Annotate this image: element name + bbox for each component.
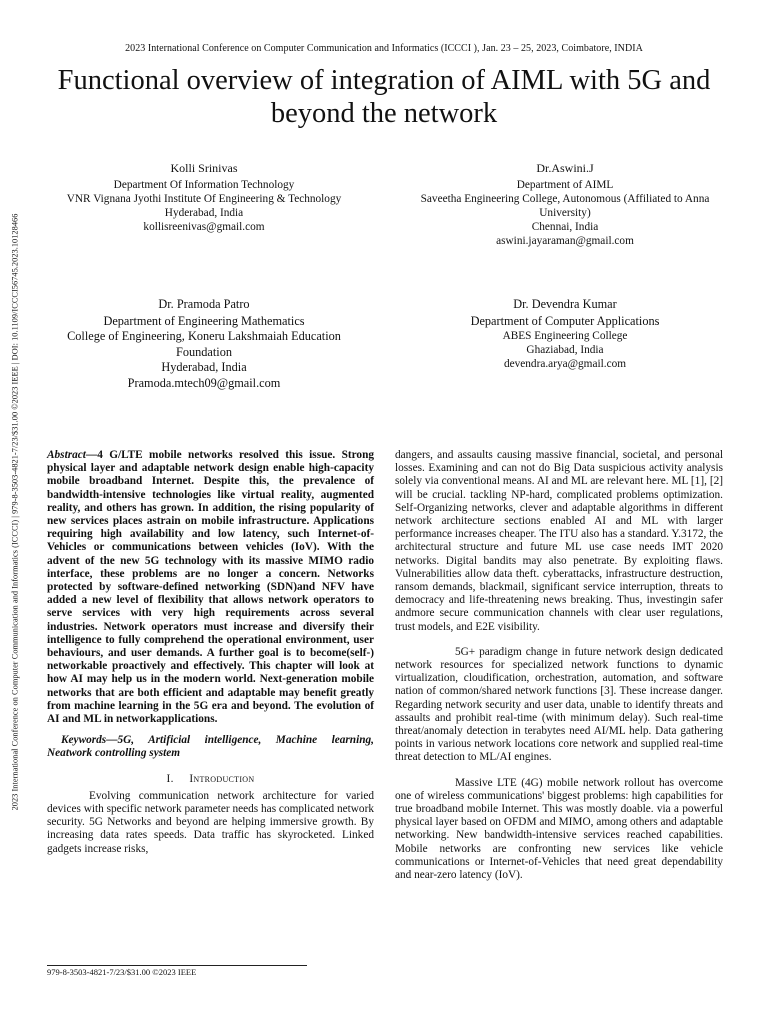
abstract: [47, 449, 374, 726]
author-block-1: [60, 161, 348, 234]
author-email: devendra.arya@gmail.com: [503, 358, 627, 370]
author-name: Dr. Pramoda Patro: [158, 297, 250, 311]
author-department: Department of Computer Applications: [470, 313, 660, 328]
body-paragraph-1: dangers, and assaults causing massive financial, societal, and personal losses. Examining and can not do Big Data suspicious activity analysis solely via conventional means. AI and ML are relevant here. ML [1], [2] will be crucial. tackling NP-hard, complicated problems optimization. Self-Organizing networks, clever and adaptable algorithms in different network architecture sections enabled AI and ML with larger performance increases cheaper. The ITU also has a standard. Y.3172, the architectural structure and future ML use case needs IMT 2020 networks. Digital bandits may also penetrate. By exploiting flaws. Vulnerabilities allow data theft. cyberattacks, infrastructure destruction, ransom demands, blackmail, significant service interruption, threats to democracy and life-threatening news breaking. Thus, investingin safer andmore secure communication channels with clear user regulations, trust models, and E2E visibility.: [395, 449, 723, 633]
conference-header: 2023 International Conference on Computer Communication and Informatics (ICCCI ), Jan. 23 – 25, 2023, Coimbatore, INDIA: [125, 43, 643, 54]
author-institution: ABES Engineering College: [502, 330, 628, 342]
author-email: Pramoda.mtech09@gmail.com: [127, 375, 281, 390]
author-department: Department of Engineering Mathematics: [103, 313, 305, 328]
footnote-copyright: 979-8-3503-4821-7/23/$31.00 ©2023 IEEE: [47, 967, 197, 977]
body-paragraph-3: Massive LTE (4G) mobile network rollout has overcome one of wireless communications' biggest problems: high capabilities for true broadband mobile Internet. This was mostly doable. via a powerful physical layer based on OFDM and MIMO, among others and adaptable networking. New bandwidth-intensive services reached capabilities. Mobile networks are confronting new services like vehicle communications or Internet-of-Vehicles that need great dependability and near-zero latency (IoV).: [395, 776, 723, 882]
doi-sidebar: [0, 162, 30, 862]
author-block-4: [410, 297, 720, 371]
footnote-rule: [47, 965, 307, 966]
left-column: [47, 449, 374, 856]
author-email: kollisreenivas@gmail.com: [143, 221, 265, 233]
author-location: Ghaziabad, India: [526, 344, 604, 356]
paper-title: Functional overview of integration of AIML with 5G and beyond the network: [57, 65, 711, 129]
author-location: Hyderabad, India: [161, 360, 247, 374]
right-column: [395, 449, 723, 882]
abstract-text: —4 G/LTE mobile networks resolved this issue. Strong physical layer and adaptable network design enable high-capacity mobile broadband Internet. Despite this, the prevalence of bandwidth-intensive technologies like virtual reality, augmented reality, and others has grown. In addition, the rising popularity of new services places astrain on mobile infrastructure. Applications requiring high availability and low latency, such Internet-of-Vehicles or communications between vehicles (IoV). With the advent of the new 5G technology with its massive MIMO radio interface, these problems are no longer a concern. Networks protected by software-defined networking (SDN)and NFV have added a new level of flexibility that allows network operators to serve services with very high requirements across several industries. Network operators must increase and diversify their intelligence to fully comprehend the operational environment, user behaviours, and user demands. A further goal is to become(self-) networkable proactively and effectively. This chapter will look at how AI may help us in the modern world. Next-generation mobile networks that are both efficient and adaptable may benefit greatly from machine learning in the 5G era and beyond. The evolution of AI and ML in networkapplications.: [47, 449, 374, 726]
doi-sidebar-text: 2023 International Conference on Computer Communication and Informatics (ICCCI) | 979-8-3503-4821-7/23/$31.00 ©2023 IEEE | DOI: 10.1109/ICCCI56745.2023.10128466: [10, 213, 20, 811]
author-email: aswini.jayaraman@gmail.com: [496, 235, 634, 247]
section-heading: [47, 773, 374, 786]
keywords: Keywords—5G, Artificial intelligence, Machine learning, Neatwork controlling system: [47, 734, 374, 760]
author-department: Department Of Information Technology: [113, 179, 295, 191]
author-name: Dr. Devendra Kumar: [513, 297, 617, 311]
abstract-lead: Abstract: [47, 449, 86, 461]
author-name: Dr.Aswini.J: [536, 161, 594, 175]
body-paragraph-2: 5G+ paradigm change in future network design dedicated network resources for specialized network functions to dynamic virtualization, cloudification, orchestration, automation, and software nation of common/shared network functions [3]. These increase danger. Regarding network security and user data, unable to identify threats and assaults and prohibit real-time (with minimum delay). Such real-time threat/anomaly detection in terabytes need AI/ML help. Data gathering points in various network locations core network and supplied real-time threat detection to ML/AI engines.: [395, 645, 723, 764]
section-title-first: I: [189, 772, 194, 785]
author-block-2: [410, 161, 720, 248]
intro-paragraph: Evolving communication network architecture for varied devices with specific network parameter needs has complicated network security. 5G Networks and beyond are helping immersive growth. By increasing data rates speeds. Data traffic has skyrocketed. Linked gadgets increase risks,: [47, 789, 374, 855]
author-name: Kolli Srinivas: [170, 161, 238, 175]
section-number: I.: [166, 772, 174, 785]
author-institution: VNR Vignana Jyothi Institute Of Engineering & Technology: [66, 193, 342, 205]
author-institution: Saveetha Engineering College, Autonomous (Affiliated to Anna University): [420, 193, 710, 219]
author-institution: College of Engineering, Koneru Lakshmaiah Education Foundation: [67, 329, 341, 359]
author-department: Department of AIML: [516, 179, 614, 191]
author-location: Chennai, India: [531, 221, 599, 233]
author-block-3: [66, 297, 342, 391]
section-title-rest: ntroduction: [193, 772, 255, 785]
author-location: Hyderabad, India: [164, 207, 244, 219]
